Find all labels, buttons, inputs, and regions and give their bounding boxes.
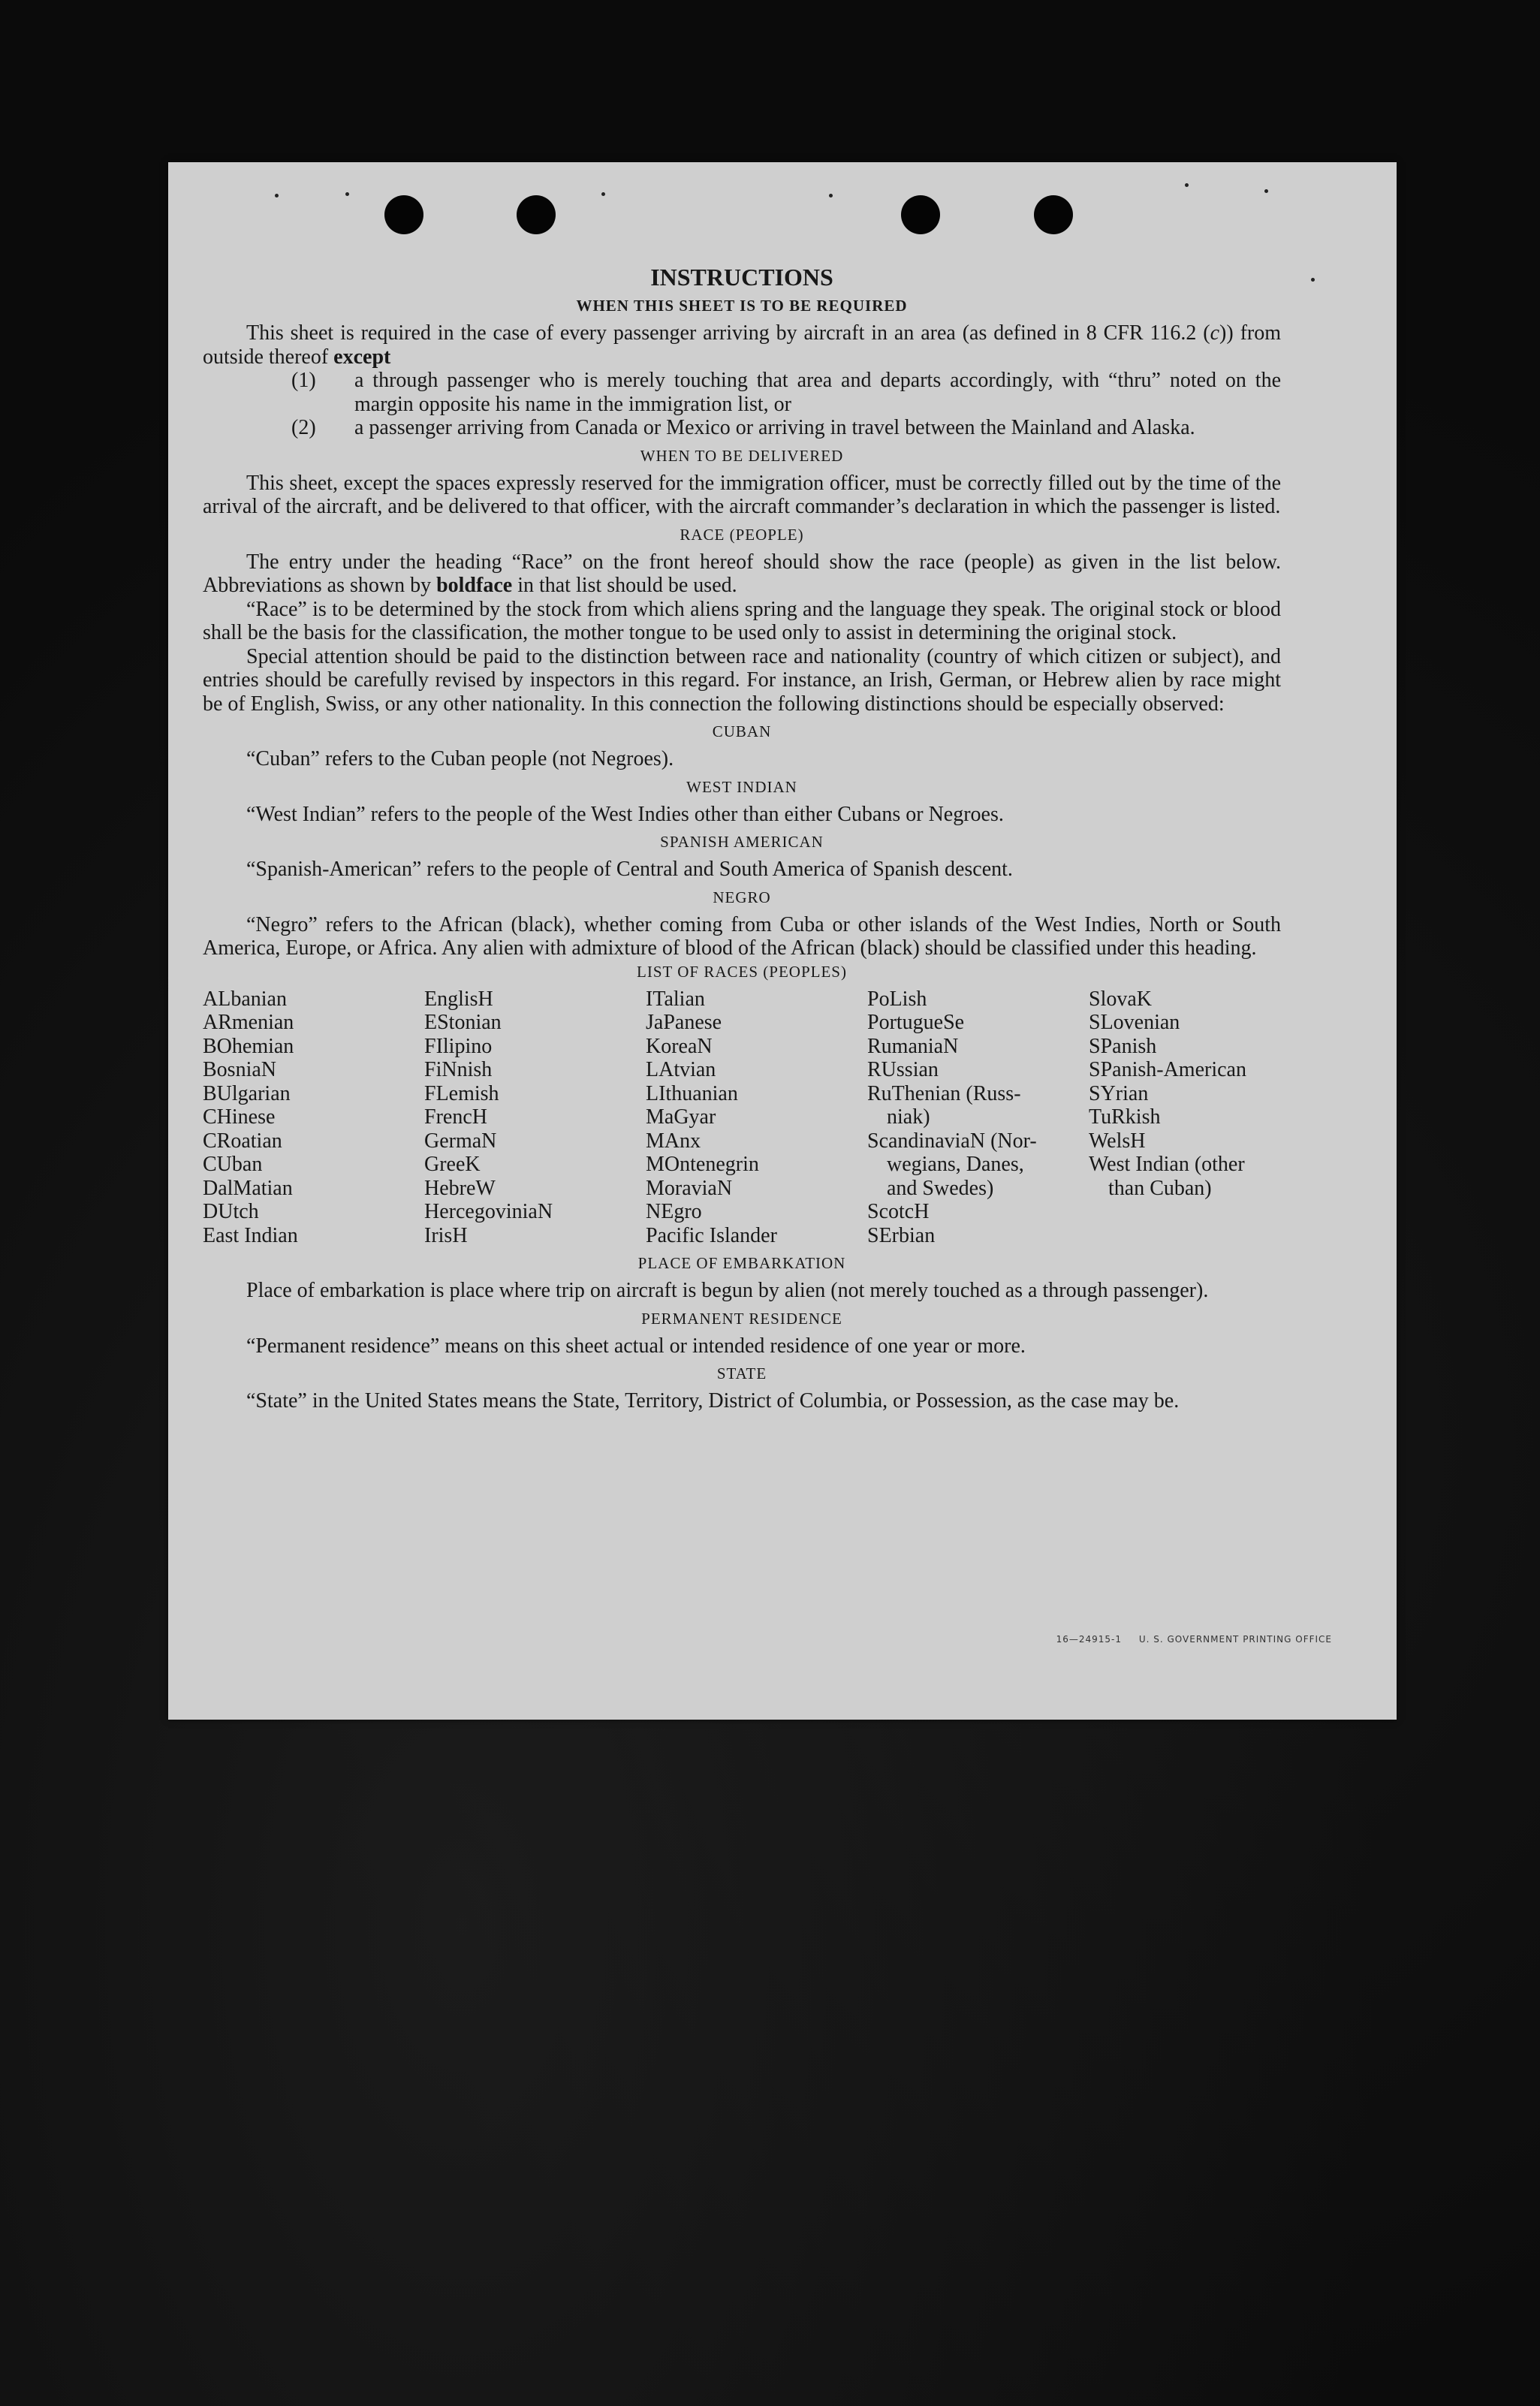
race-entry: ARmenian xyxy=(203,1011,294,1034)
race-entry: GreeK xyxy=(424,1153,481,1176)
section-heading-race: RACE (PEOPLE) xyxy=(680,525,804,544)
intro-text: )) from outside thereof xyxy=(203,321,1282,369)
list-item xyxy=(203,369,1281,416)
race-entry: RuThenian (Russ- xyxy=(867,1081,1021,1105)
race-entry: LAtvian xyxy=(646,1058,716,1081)
race-entry: and Swedes) xyxy=(887,1176,994,1200)
race-text: in that list should be used. xyxy=(512,574,737,597)
race-entry: PortugueSe xyxy=(867,1011,965,1034)
race-column xyxy=(203,987,424,1248)
form-footer xyxy=(1043,1634,1332,1645)
race-paragraph-2: “Race” is to be determined by the stock from which aliens spring and the language they speak. The original stock or blood shall be the basis for the classification, the mother tongue to be used only to assist in determining the original stock. xyxy=(203,597,1281,644)
race-paragraph-1 xyxy=(203,550,1281,598)
section-heading-negro: NEGRO xyxy=(713,888,771,906)
list-item xyxy=(203,416,1281,440)
race-entry: NEgro xyxy=(646,1200,702,1223)
race-entry: than Cuban) xyxy=(1108,1176,1212,1200)
punch-hole xyxy=(384,195,423,234)
race-entry: CUban xyxy=(203,1153,263,1176)
scan-speck xyxy=(1311,278,1315,282)
race-column xyxy=(1089,987,1276,1248)
item-number: (1) xyxy=(291,369,316,392)
race-entry: BosniaN xyxy=(203,1058,276,1081)
race-entry: ITalian xyxy=(646,987,705,1011)
race-entry: BUlgarian xyxy=(203,1081,291,1105)
race-entry: MaGyar xyxy=(646,1105,716,1129)
race-entry: HercegoviniaN xyxy=(424,1200,553,1223)
race-bold-text: boldface xyxy=(436,574,513,597)
race-entry: HebreW xyxy=(424,1176,496,1200)
race-entry: FLemish xyxy=(424,1081,499,1105)
race-entry: MAnx xyxy=(646,1129,701,1153)
section-heading-when-required: WHEN THIS SHEET IS TO BE REQUIRED xyxy=(576,297,908,315)
race-entry: EnglisH xyxy=(424,987,493,1011)
printer-imprint: U. S. GOVERNMENT PRINTING OFFICE xyxy=(1138,1634,1332,1645)
section-heading-permanent-residence: PERMANENT RESIDENCE xyxy=(641,1309,842,1328)
race-entry: MoraviaN xyxy=(646,1176,733,1200)
scan-speck xyxy=(1264,189,1268,193)
race-entry: SPanish xyxy=(1089,1034,1157,1058)
race-entry: RumaniaN xyxy=(867,1034,959,1058)
race-entry: SYrian xyxy=(1089,1081,1149,1105)
section-heading-state: STATE xyxy=(716,1364,767,1382)
race-entry: GermaN xyxy=(424,1129,497,1153)
race-entry: RUssian xyxy=(867,1058,939,1081)
race-entry: SPanish-American xyxy=(1089,1058,1246,1081)
spanish-american-text: “Spanish-American” refers to the people of Central and South America of Spanish descent. xyxy=(246,858,1013,881)
item-text: a passenger arriving from Canada or Mexico or arriving in travel between the Mainland and Alaska. xyxy=(354,416,1195,439)
west-indian-text: “West Indian” refers to the people of the West Indies other than either Cubans or Negroes. xyxy=(246,802,1004,826)
scan-speck xyxy=(601,192,605,196)
form-number: 16—24915-1 xyxy=(1056,1634,1123,1645)
race-list xyxy=(203,987,1281,1248)
when-required-intro xyxy=(203,321,1281,369)
punch-hole xyxy=(517,195,556,234)
scan-speck xyxy=(1185,183,1189,187)
section-heading-spanish-american: SPANISH AMERICAN xyxy=(660,833,824,851)
race-entry: CHinese xyxy=(203,1105,276,1129)
race-entry: SLovenian xyxy=(1089,1011,1180,1034)
cuban-text: “Cuban” refers to the Cuban people (not Negroes). xyxy=(246,747,674,770)
negro-text: “Negro” refers to the African (black), whether coming from Cuba or other islands of the West Indies, North or South America, Europe, or Africa. Any alien with admixture of blood of the African (black) should be classified under this heading. xyxy=(203,912,1281,960)
page-title: INSTRUCTIONS xyxy=(650,264,833,291)
race-entry: ALbanian xyxy=(203,987,287,1011)
race-entry: ScotcH xyxy=(867,1200,930,1223)
race-entry: BOhemian xyxy=(203,1034,294,1058)
race-entry: JaPanese xyxy=(646,1011,722,1034)
when-delivered-text: This sheet, except the spaces expressly reserved for the immigration officer, must be correctly filled out by the time of the arrival of the aircraft, and be delivered to that officer, with the aircraft commander’s declaration in which the passenger is listed. xyxy=(203,471,1281,518)
race-entry: CRoatian xyxy=(203,1129,282,1153)
race-entry: East Indian xyxy=(203,1223,298,1247)
instructions-text xyxy=(203,264,1281,1413)
race-entry: KoreaN xyxy=(646,1034,713,1058)
race-entry: ScandinaviaN (Nor- xyxy=(867,1129,1037,1153)
race-entry: Pacific Islander xyxy=(646,1223,777,1247)
race-column xyxy=(424,987,646,1248)
race-text: The entry under the heading “Race” on the front hereof should show the race (people) as given in the list below. Abbreviations as shown by xyxy=(203,550,1281,597)
race-paragraph-3: Special attention should be paid to the distinction between race and nationality (country of which citizen or subject), and entries should be carefully revised by inspectors in this regard. For instance, an Irish, German, or Hebrew alien by race might be of English, Swiss, or any other nationality. In this connection the following distinctions should be especially observed: xyxy=(203,644,1281,716)
race-entry: SlovaK xyxy=(1089,987,1152,1011)
race-entry: MOntenegrin xyxy=(646,1153,759,1176)
race-entry: FIlipino xyxy=(424,1034,493,1058)
intro-text: This sheet is required in the case of every passenger arriving by aircraft in an area (as defined in 8 CFR 116.2 ( xyxy=(246,321,1210,345)
scan-speck xyxy=(829,194,833,197)
section-heading-list-of-races: LIST OF RACES (PEOPLES) xyxy=(637,962,847,981)
punch-hole xyxy=(1034,195,1073,234)
item-number: (2) xyxy=(291,416,316,439)
race-entry: SErbian xyxy=(867,1223,936,1247)
residence-text: “Permanent residence” means on this sheet actual or intended residence of one year or more. xyxy=(246,1334,1026,1358)
race-entry: DUtch xyxy=(203,1200,259,1223)
race-entry: EStonian xyxy=(424,1011,502,1034)
section-heading-cuban: CUBAN xyxy=(712,722,772,740)
intro-italic: c xyxy=(1210,321,1220,345)
section-heading-embarkation: PLACE OF EMBARKATION xyxy=(637,1254,846,1272)
item-text: a through passenger who is merely touching that area and departs accordingly, with “thru” noted on the margin opposite his name in the immigration list, or xyxy=(354,369,1281,416)
race-column xyxy=(867,987,1089,1248)
scan-speck xyxy=(275,194,279,197)
race-entry: DalMatian xyxy=(203,1176,293,1200)
race-entry: FiNnish xyxy=(424,1058,493,1081)
race-entry: IrisH xyxy=(424,1223,468,1247)
state-text: “State” in the United States means the State, Territory, District of Columbia, or Possession, as the case may be. xyxy=(246,1389,1180,1413)
section-heading-when-delivered: WHEN TO BE DELIVERED xyxy=(640,446,844,465)
instruction-sheet xyxy=(168,162,1397,1720)
section-heading-west-indian: WEST INDIAN xyxy=(686,777,797,796)
scan-speck xyxy=(345,192,349,196)
race-entry: PoLish xyxy=(867,987,927,1011)
race-entry: niak) xyxy=(887,1105,930,1129)
race-entry: FrencH xyxy=(424,1105,487,1129)
race-entry: WelsH xyxy=(1089,1129,1146,1153)
punch-hole xyxy=(901,195,940,234)
intro-bold: except xyxy=(333,345,391,369)
race-entry: LIthuanian xyxy=(646,1081,738,1105)
embarkation-text: Place of embarkation is place where trip on aircraft is begun by alien (not merely touched as a through passenger). xyxy=(246,1279,1209,1302)
race-entry: wegians, Danes, xyxy=(887,1153,1024,1176)
race-column xyxy=(646,987,867,1248)
race-entry: West Indian (other xyxy=(1089,1153,1245,1176)
race-entry: TuRkish xyxy=(1089,1105,1161,1129)
